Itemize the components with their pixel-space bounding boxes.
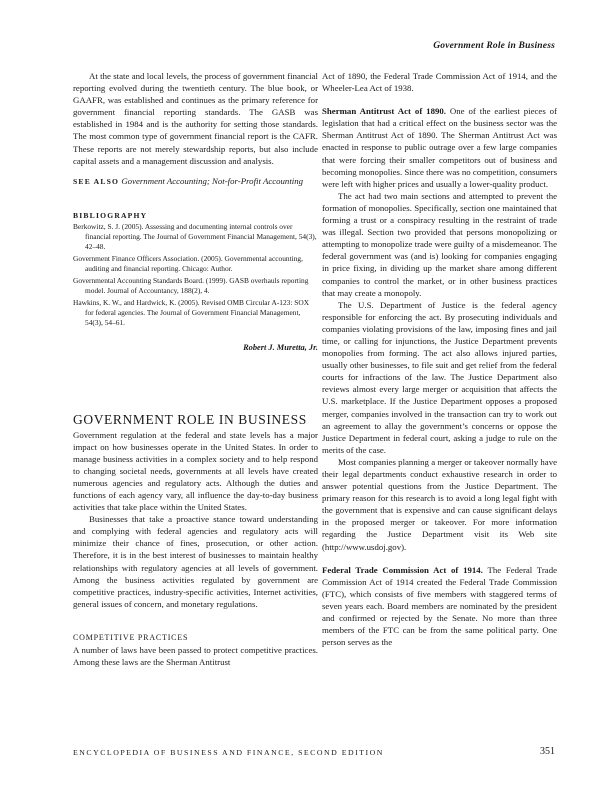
author-signature: Robert J. Muretta, Jr. xyxy=(243,342,318,352)
footer-publication: ENCYCLOPEDIA OF BUSINESS AND FINANCE, SECOND EDITION xyxy=(73,748,384,757)
reference-item: Berkowitz, S. J. (2005). Assessing and documenting internal controls over financial reporting. The Journal of Government Financial Management, 54(3), 42–48. xyxy=(73,221,317,251)
section-heading: COMPETITIVE PRACTICES xyxy=(73,632,189,642)
article-paragraph: Government regulation at the federal and state levels has a major impact on how businesses operate in the United States. In order to manage business activities in a complex society and to help respond to changing societal needs, governments at all levels have created numerous agencies and regulatory acts. Although the duties and functions of each agency vary, all influence the day-to-day business activities that take place within the United States. xyxy=(73,429,318,513)
sherman-paragraph-4: Most companies planning a merger or takeover normally have their legal departments conduct exhaustive research in order to answer potential questions from the Justice Department. The primary reason for this research is to avoid a long legal fight with the government that is expensive and can cause significant delays in the proposed merger or takeover. For more information regarding the Justice Department visit its Web site (http://www.usdoj.gov). xyxy=(322,456,557,552)
sherman-text: One of the earliest pieces of legislation that had a critical effect on the business sector was the Sherman Antitrust Act of 1890. The Sherman Antitrust Act was enacted in response to public outrage over a few large companies that were forcing their smaller competitors out of business and becoming monopolies. Since there was no competition, consumers were left with higher prices and usually a lower-quality product. xyxy=(322,106,557,189)
see-also-label: SEE ALSO xyxy=(73,176,120,186)
ftc-paragraph xyxy=(322,564,557,649)
ftc-heading: Federal Trade Commission Act of 1914. xyxy=(322,564,483,575)
see-also-links[interactable]: Government Accounting; Not-for-Profit Accounting xyxy=(121,175,304,186)
sherman-paragraph-3: The U.S. Department of Justice is the federal agency responsible for enforcing the act. By prosecuting individuals and companies violating provisions of the law, imposing fines and jail time, or calling for injunctions, the Justice Department prevents monopolies from forming. The act also allows injured parties, usually other businesses, to file suit and get relief from the federal courts for infractions of the law. The Justice Department also reviews almost every large merger or acquisition that affects the U.S. marketplace. If the Justice Department opposes a proposed merger, companies involved in the transaction can try to work out an agreement to allay the government’s concerns or oppose the Justice Department in federal court, asking a judge to rule on the merits of the case. xyxy=(322,299,557,455)
see-also xyxy=(73,175,318,188)
reference-item: Governmental Accounting Standards Board. (1999). GASB overhauls reporting model. Journal of Accountancy, 188(2), 4. xyxy=(73,275,309,295)
right-column xyxy=(322,70,557,648)
intro-paragraph: At the state and local levels, the process of government financial reporting evolved during the twentieth century. The blue book, or GAAFR, was established and continues as the primary reference for government financial reporting standards. The GASB was established in 1984 and is the authority for setting those standards. The most common type of government financial report is the CAFR. These reports are not merely stewardship reports, but also include capital assets and a management discussion and analysis. xyxy=(73,71,318,166)
page-number: 351 xyxy=(540,746,555,757)
bibliography-title: BIBLIOGRAPHY xyxy=(73,210,148,220)
continuation-paragraph: Act of 1890, the Federal Trade Commission Act of 1914, and the Wheeler-Lea Act of 1938. xyxy=(322,71,557,94)
reference-item: Hawkins, K. W., and Hardwick, K. (2005). Revised OMB Circular A-123: SOX for federal agencies. The Journal of Government Financial Management, 54(3), 54–61. xyxy=(73,297,310,327)
section-paragraph: A number of laws have been passed to protect competitive practices. Among these laws are the Sherman Antitrust xyxy=(73,645,318,668)
sherman-paragraph xyxy=(322,105,557,190)
running-head: Government Role in Business xyxy=(433,41,555,51)
sherman-paragraph-2: The act had two main sections and attempted to prevent the formation of monopolies. Specifically, section one maintained that forming a trust or a conspiracy resulting in the restraint of trade was illegal. Section two provided that persons monopolizing or attempting to monopolize trade were guilty of a misdemeanor. The federal government was (and is) looking for companies engaging in price fixing, in dividing up the market share among different companies to control the market, or in other business practices that may create a monopoly. xyxy=(322,190,557,298)
article-title: GOVERNMENT ROLE IN BUSINESS xyxy=(73,412,307,428)
reference-item: Government Finance Officers Association. (2005). Governmental accounting, auditing and financial reporting. Chicago: Author. xyxy=(73,253,303,273)
left-column xyxy=(73,70,318,668)
ftc-text: The Federal Trade Commission Act of 1914 created the Federal Trade Commission (FTC), which consists of five members with staggered terms of seven years each. Board members are nominated by the president and confirmed or rejected by the Senate. No more than three members of the FTC can be from the same political party. One person serves as the xyxy=(322,564,558,648)
article-paragraph: Businesses that take a proactive stance toward understanding and complying with federal agencies and regulatory acts will minimize their chance of fines, prosecution, or other action. Therefore, it is in the best interest of businesses to maintain healthy relationships with regulatory agencies at all levels of government. Among the business activities regulated by government are competitive practices, industry-specific activities, Internet activities, general issues of concern, and monetary regulations. xyxy=(73,514,318,609)
sherman-heading: Sherman Antitrust Act of 1890. xyxy=(322,106,446,117)
